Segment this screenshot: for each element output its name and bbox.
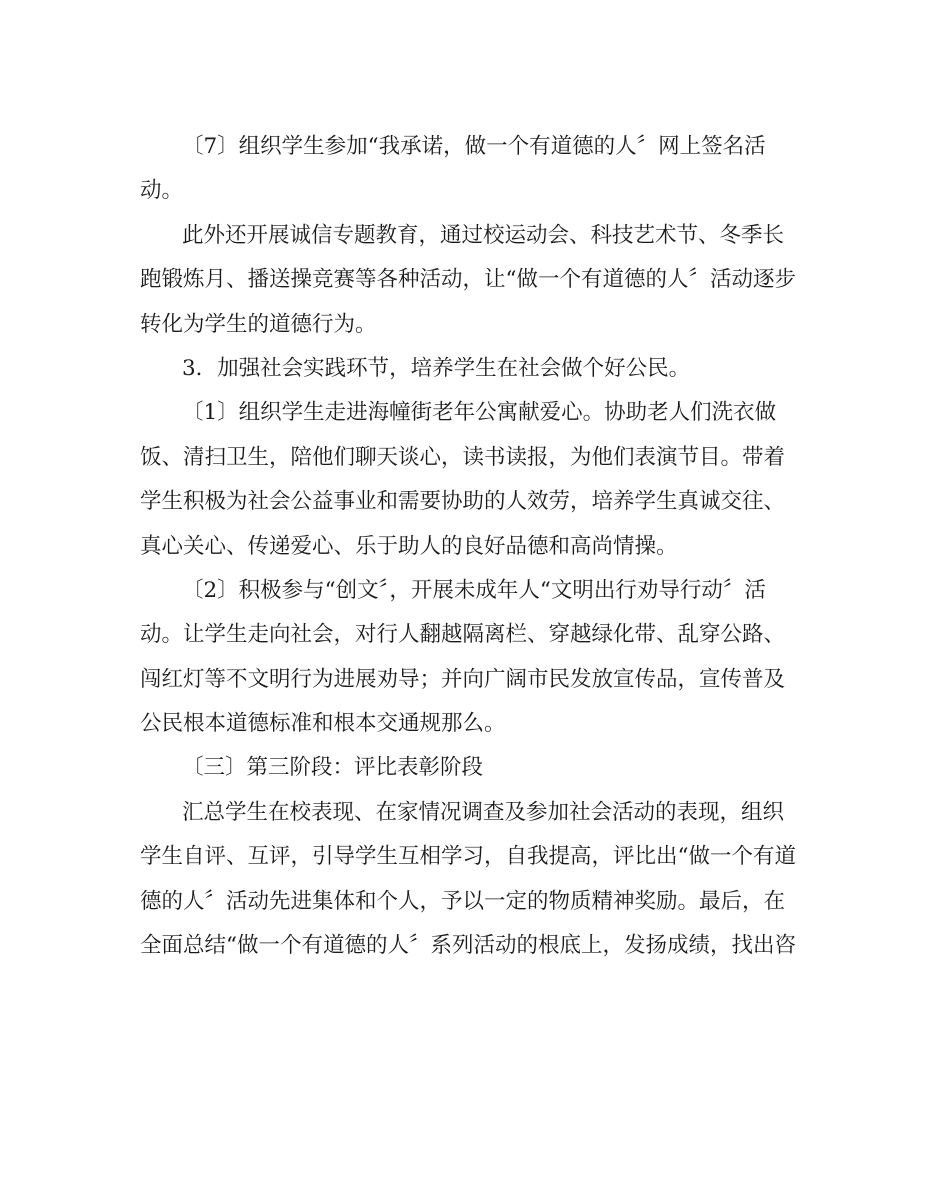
paragraph-line: 汇总学生在校表现、在家情况调查及参加社会活动的表现，组织 (182, 799, 785, 825)
paragraph-line: 动。让学生走向社会，对行人翻越隔离栏、穿越绿化带、乱穿公路、 (140, 622, 786, 648)
paragraph-line: 德的人〞活动先进集体和个人，予以一定的物质精神奖励。最后，在 (140, 888, 786, 914)
paragraph-line: 〔2〕积极参与“创文〞，开展未成年人“文明出行劝导行动〞活 (182, 577, 766, 603)
paragraph-line: 全面总结“做一个有道德的人〞系列活动的根底上，发扬成绩，找出咨 (140, 933, 796, 959)
paragraph-line: 此外还开展诚信专题教育，通过校运动会、科技艺术节、冬季长 (182, 222, 785, 248)
paragraph-line: 〔1〕组织学生走进海幢街老年公寓献爱心。协助老人们洗衣做 (182, 400, 777, 426)
paragraph-line: 公民根本道德标准和根本交通规那么。 (140, 711, 506, 737)
document-body (140, 125, 820, 968)
paragraph-line: 饭、清扫卫生，陪他们聊天谈心，读书读报，为他们表演节目。带着 (140, 444, 786, 470)
paragraph-line: 转化为学生的道德行为。 (140, 311, 377, 337)
paragraph-line: 学生自评、互评，引导学生互相学习，自我提高，评比出“做一个有道 (140, 844, 796, 870)
section-heading: 〔三〕第三阶段：评比表彰阶段 (182, 755, 484, 781)
paragraph-line: 学生积极为社会公益事业和需要协助的人效劳，培养学生真诚交往、 (140, 489, 786, 515)
paragraph-line: 跑锻炼月、播送操竞赛等各种活动，让“做一个有道德的人〞活动逐步 (140, 267, 796, 293)
paragraph-line: 〔7〕组织学生参加“我承诺，做一个有道德的人〞网上签名活 (182, 134, 766, 159)
paragraph-line: 闯红灯等不文明行为进展劝导；并向广阔市民发放宣传品，宣传普及 (140, 666, 786, 692)
section-heading: 3．加强社会实践环节，培养学生在社会做个好公民。 (182, 355, 691, 381)
paragraph-line: 真心关心、传递爱心、乐于助人的良好品德和高尚情操。 (140, 533, 678, 559)
paragraph-line: 动。 (140, 178, 184, 204)
